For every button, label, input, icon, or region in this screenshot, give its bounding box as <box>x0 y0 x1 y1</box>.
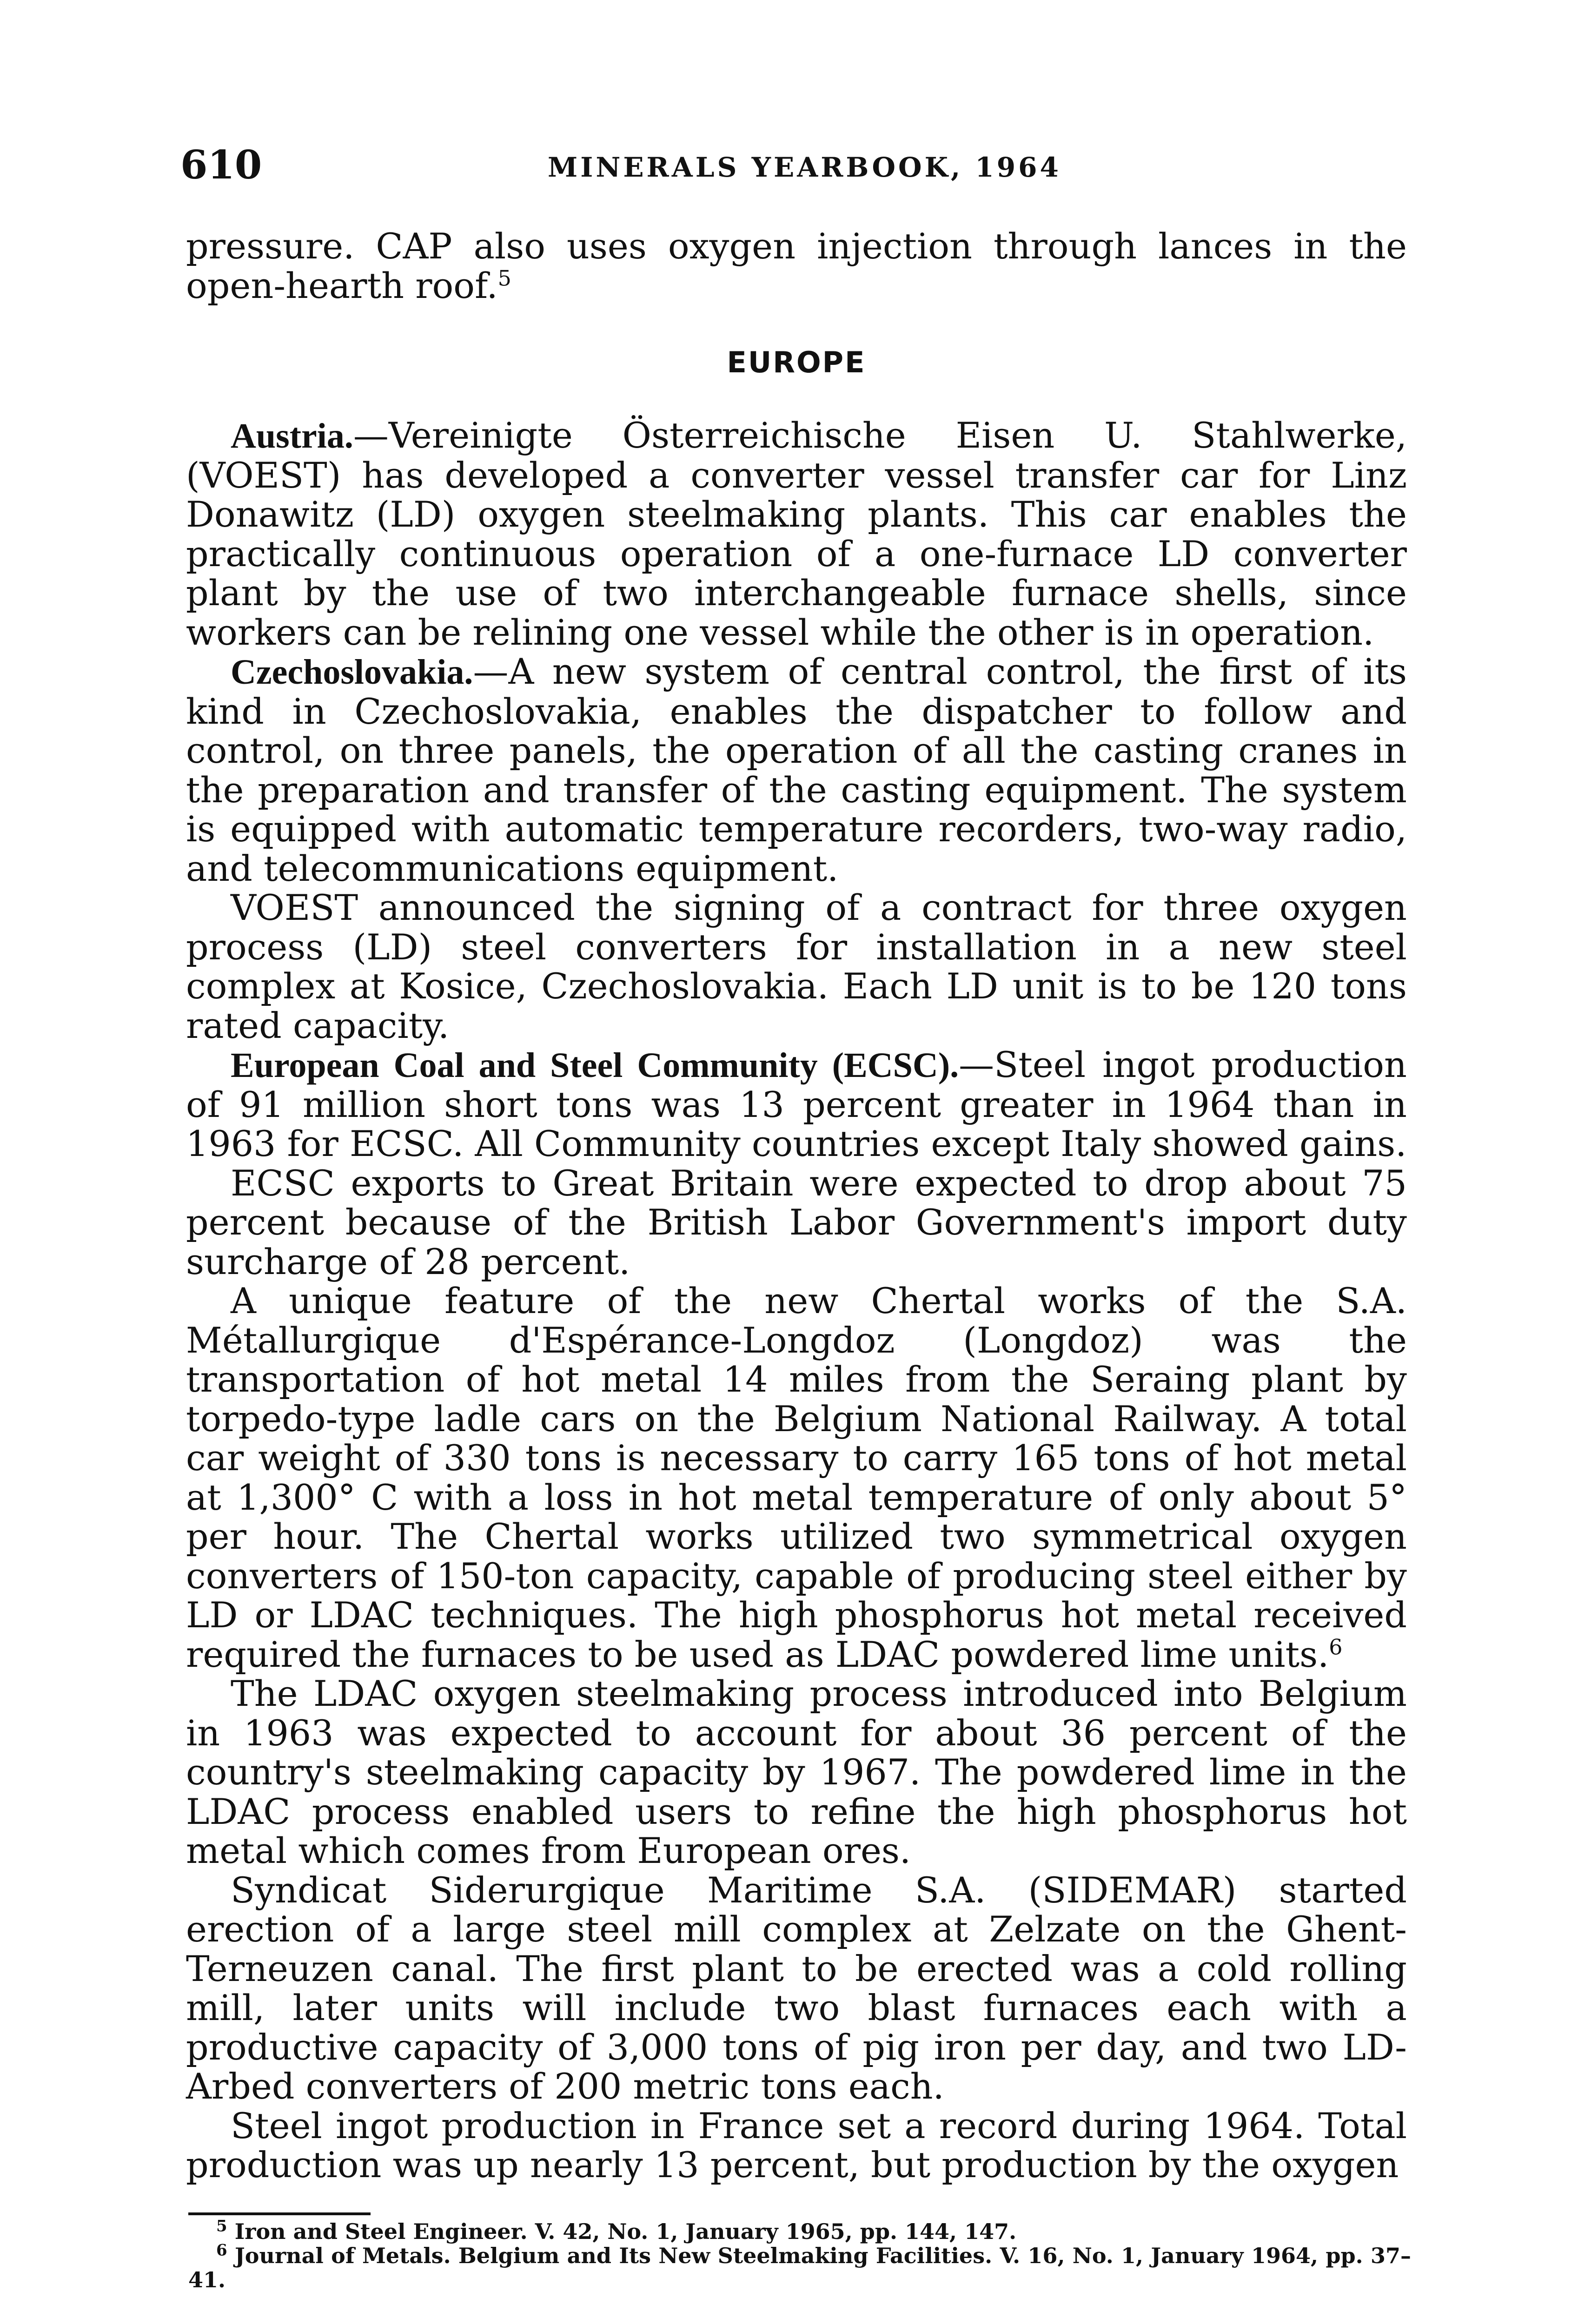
ecsc-run-in-heading: European Coal and Steel Community (ECSC). <box>231 1046 959 1085</box>
footnote-ref-5: 5 <box>497 265 511 291</box>
footnote-5-text: Iron and Steel Engineer. V. 42, No. 1, January 1965, pp. 144, 147. <box>234 2219 1017 2244</box>
footnote-6 <box>188 2241 1411 2292</box>
paragraph-ecsc <box>186 1045 1407 1164</box>
body-text <box>186 227 1407 2185</box>
paragraph-chertal <box>186 1281 1407 1674</box>
austria-text: —Vereinigte Österreichische Eisen U. Stahlwerke, (VOEST) has developed a converter vessel transfer car for Linz Donawitz (LD) oxygen steelmaking plants. This car enables the practically continuous operation of a one-furnace LD converter plant by the use of two interchangeable furnace shells, since workers can be relining one vessel while the other is in operation. <box>186 415 1407 653</box>
paragraph-austria <box>186 416 1407 652</box>
austria-run-in-heading: Austria. <box>231 416 353 456</box>
paragraph-france: Steel ingot production in France set a record during 1964. Total production was up nearly 13 percent, but production by the oxygen <box>186 2105 1407 2185</box>
footnote-5-marker: 5 <box>216 2217 227 2236</box>
page-number: 610 <box>180 142 262 188</box>
chertal-text: A unique feature of the new Chertal works of the S.A. Métallurgique d'Espérance-Longdoz (Longdoz) was the transportation of hot metal 14 miles from the Seraing plant by torpedo-type ladle cars on the Belgium National Railway. A total car weight of 330 tons is necessary to carry 165 tons of hot metal at 1,300° C with a loss in hot metal temperature of only about 5° per hour. The Chertal works utilized two symmetrical oxygen converters of 150-ton capacity, capable of producing steel either by LD or LDAC techniques. The high phosphorus hot metal received required the furnaces to be used as LDAC powdered lime units. <box>186 1280 1407 1675</box>
footnote-6-marker: 6 <box>216 2241 227 2260</box>
paragraph-sidemar: Syndicat Siderurgique Maritime S.A. (SIDEMAR) started erection of a large steel mill complex at Zelzate on the Ghent-Terneuzen canal. The first plant to be erected was a cold rolling mill, later units will include two blast furnaces each with a productive capacity of 3,000 tons of pig iron per day, and two LD-Arbed converters of 200 metric tons each. <box>186 1869 1407 2107</box>
footnote-divider <box>188 2212 371 2215</box>
paragraph-ecsc-exports: ECSC exports to Great Britain were expected to drop about 75 percent because of the British Labor Government's import duty surcharge of 28 percent. <box>186 1162 1407 1282</box>
paragraph-opening <box>186 227 1407 305</box>
czechoslovakia-text: —A new system of central control, the first of its kind in Czechoslovakia, enables the dispatcher to follow and control, on three panels, the operation of all the casting cranes in the preparation and transfer of the casting equipment. The system is equipped with automatic temperature recorders, two-way radio, and telecommunications equipment. <box>186 651 1407 889</box>
paragraph-opening-text: pressure. CAP also uses oxygen injection through lances in the open-hearth roof. <box>186 225 1407 306</box>
footnote-6-text: Journal of Metals. Belgium and Its New Steelmaking Facilities. V. 16, No. 1, January 1964, pp. 37–41. <box>188 2243 1411 2292</box>
running-head: MINERALS YEARBOOK, 1964 <box>548 152 1061 183</box>
page-header <box>180 139 1408 191</box>
paragraph-czechoslovakia <box>186 652 1407 888</box>
footnotes <box>188 2219 1411 2292</box>
paragraph-ldac: The LDAC oxygen steelmaking process introduced into Belgium in 1963 was expected to account for about 36 percent of the country's steelmaking capacity by 1967. The powdered lime in the LDAC process enabled users to refine the high phosphorus hot metal which comes from European ores. <box>186 1673 1407 1871</box>
footnote-5 <box>188 2219 1411 2244</box>
ecsc-text: —Steel ingot production of 91 million short tons was 13 percent greater in 1964 than in 1963 for ECSC. All Community countries except Italy showed gains. <box>186 1044 1407 1164</box>
czechoslovakia-run-in-heading: Czechoslovakia. <box>231 653 473 692</box>
paragraph-voest: VOEST announced the signing of a contract for three oxygen process (LD) steel converters for installation in a new steel complex at Kosice, Czechoslovakia. Each LD unit is to be 120 tons rated capacity. <box>186 887 1407 1046</box>
footnote-ref-6: 6 <box>1329 1634 1343 1660</box>
section-heading-europe: EUROPE <box>727 345 866 379</box>
